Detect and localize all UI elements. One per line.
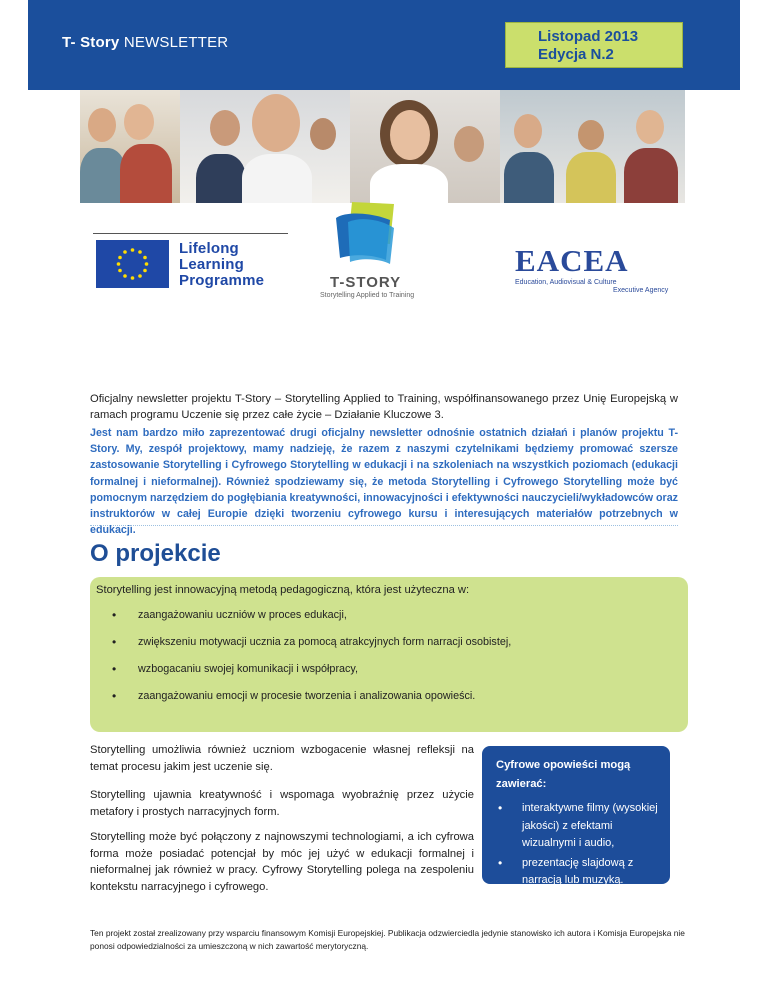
photo-students-group [80,90,180,203]
list-item: • zaangażowaniu emocji w procesie tworzenia i analizowania opowieści. [108,688,528,704]
edition-badge [505,22,683,68]
logo-divider [93,233,288,234]
t-story-tagline: Storytelling Applied to Training [320,292,415,299]
t-story-wordmark: T-STORY [330,274,402,291]
digital-stories-title: Cyfrowe opowieści mogą zawierać: [496,759,631,790]
lifelong-learning-logo [96,240,276,288]
benefits-list [108,607,528,715]
photo-classroom [500,90,685,203]
storytelling-benefits-box [90,577,688,732]
intro-divider [90,525,678,526]
digital-stories-box [482,746,670,884]
photo-smiling-man [180,90,350,203]
benefits-lead: Storytelling jest innowacyjną metodą pedagogiczną, która jest użyteczna w: [96,584,470,596]
section-title: O projekcie [90,540,221,567]
digital-stories-list [496,800,666,892]
list-item: • prezentację slajdową z narracją lub muzyką. [496,855,666,890]
funding-disclaimer: Ten projekt został zrealizowany przy wsparciu finansowym Komisji Europejskiej. Publikacja odzwierciedla jedynie stanowisko ich autora i Komisja Europejska nie ponosi odpowiedzialności za umieszczoną w nich zawartość merytoryczną. [90,928,685,951]
photo-smiling-woman [350,90,500,203]
eacea-wordmark: EACEA [515,243,629,278]
edition-number: Edycja N.2 [538,46,614,63]
body-paragraph-1: Storytelling umożliwia również uczniom wzbogacenie własnej refleksji na temat procesu jakim jest uczenie się. [90,744,474,773]
edition-date: Listopad 2013 [538,28,639,45]
llp-wordmark: Lifelong Learning Programme [179,240,265,289]
eacea-logo [513,243,673,295]
t-story-logo [318,198,448,302]
list-item: • interaktywne filmy (wysokiej jakości) z efektami wizualnymi i audio, [496,800,666,853]
newsletter-title: T- Story NEWSLETTER [62,34,229,51]
body-paragraph-2: Storytelling ujawnia kreatywność i wspomaga wyobraźnię przez użycie metafory i prostych narracyjnych form. [90,789,474,818]
intro-highlight: Jest nam bardzo miło zaprezentować drugi oficjalny newsletter odnośnie ostatnich działań i planów projektu T-Story. My, zespół projektowy, mamy nadzieję, że razem z naszymi czytelnikami będziemy promować szersze zastosowanie Storytelling i Cyfrowego Storytelling w edukacji i na szkoleniach na wszystkich poziomach (edukacji formalnej i nieformalnej). Również spodziewamy się, że metoda Storytelling i Cyfrowego Storytelling może być pomocnym narzędziem do pogłębiania kreatywności, innowacyjności i efektywności nauczycieli/wykładowców oraz instruktorów w całej Europie dzięki tworzeniu cyfrowego kursu i interesujących materiałów potrzebnych w edukacji. [90,427,678,537]
eu-flag-icon [96,240,169,288]
body-paragraph-3: Storytelling może być połączony z najnowszymi technologiami, a ich cyfrowa forma może posiadać potencjał by móc jej użyć w edukacji formalnej i nieformalnej jak również w pracy. Cyfrowy Storytelling polega na zespoleniu kontekstu narracyjnego i cyfrowego. [90,831,474,893]
header-photo-strip [80,90,685,203]
eacea-subtitle-2: Executive Agency [613,287,669,294]
speech-bubbles-icon [318,198,448,278]
eacea-subtitle: Education, Audiovisual & Culture [515,279,617,286]
list-item: • zaangażowaniu uczniów w proces edukacji, [108,607,528,623]
list-item: • wzbogacaniu swojej komunikacji i współpracy, [108,661,528,677]
list-item: • zwiększeniu motywacji ucznia za pomocą atrakcyjnych form narracji osobistej, [108,634,528,650]
intro-paragraph: Oficjalny newsletter projektu T-Story – Storytelling Applied to Training, współfinansowanego przez Unię Europejską w ramach programu Uczenie się przez całe życie – Działanie Kluczowe 3. [90,393,678,421]
